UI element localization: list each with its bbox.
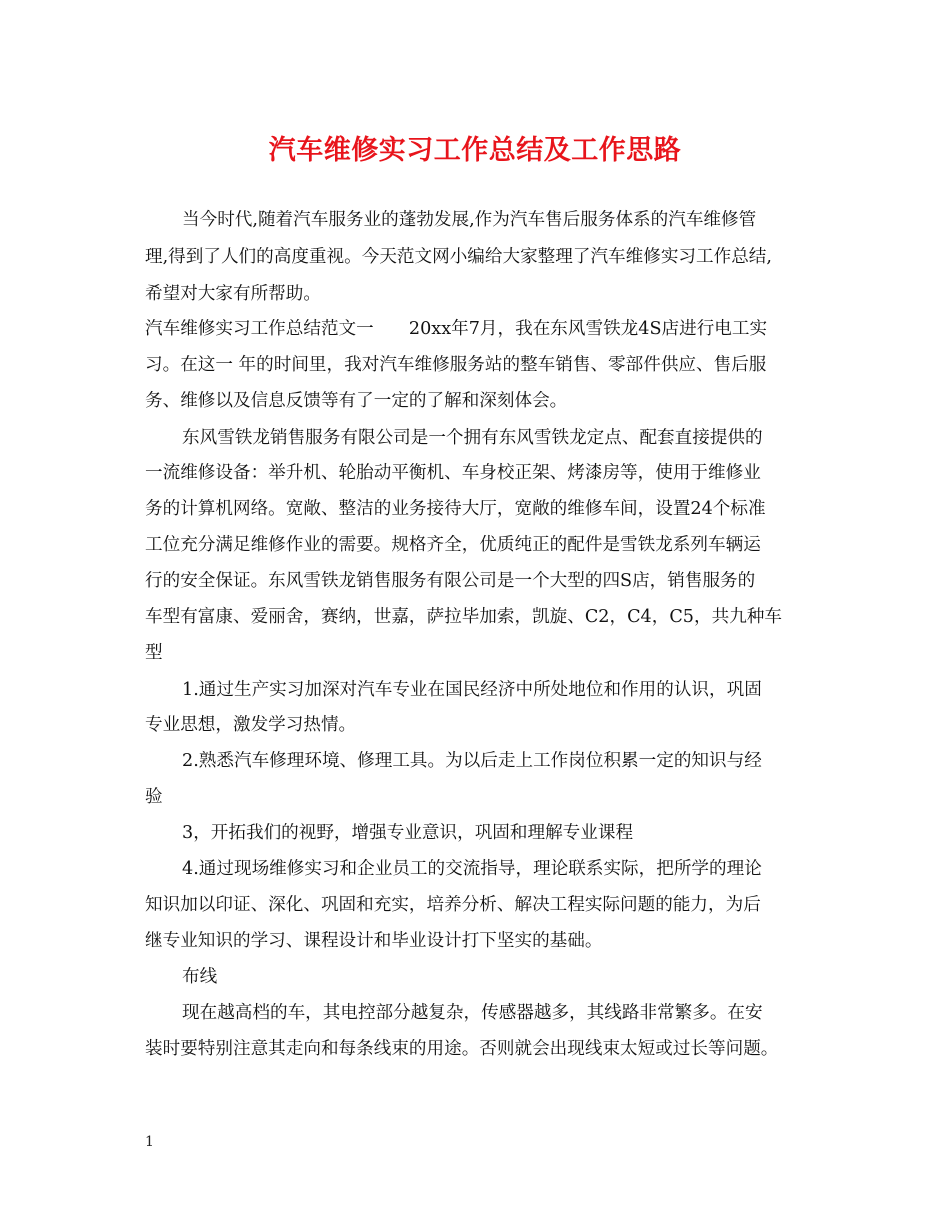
paragraph-line: 现在越高档的车，其电控部分越复杂，传感器越多，其线路非常繁多。在安 <box>182 1003 763 1023</box>
document-title: 汽车维修实习工作总结及工作思路 <box>268 135 682 166</box>
paragraph-line: 知识加以印证、深化、巩固和充实，培养分析、解决工程实际问题的能力，为后 <box>145 895 761 915</box>
page-number: 1 <box>145 1134 154 1150</box>
paragraph-line: 验 <box>145 787 163 807</box>
paragraph-line: 希望对大家有所帮助。 <box>145 284 321 304</box>
paragraph-line: 理,得到了人们的高度重视。今天范文网小编给大家整理了汽车维修实习工作总结, <box>145 247 772 267</box>
paragraph-line: 务的计算机网络。宽敞、整洁的业务接待大厅，宽敞的维修车间，设置24个标准 <box>145 499 766 519</box>
section-heading: 布线 <box>182 967 218 987</box>
paragraph-line: 东风雪铁龙销售服务有限公司是一个拥有东风雪铁龙定点、配套直接提供的 <box>182 428 763 448</box>
paragraph-line: 3，开拓我们的视野，增强专业意识，巩固和理解专业课程 <box>182 823 634 843</box>
paragraph-line: 工位充分满足维修作业的需要。规格齐全，优质纯正的配件是雪铁龙系列车辆运 <box>145 535 761 555</box>
paragraph-line: 行的安全保证。东风雪铁龙销售服务有限公司是一个大型的四S店，销售服务的 <box>145 571 756 591</box>
paragraph-line: 型 <box>145 643 163 663</box>
paragraph-line: 务、维修以及信息反馈等有了一定的了解和深刻体会。 <box>145 391 568 411</box>
paragraph-line: 一流维修设备：举升机、轮胎动平衡机、车身校正架、烤漆房等，使用于维修业 <box>145 463 761 483</box>
paragraph-line: 当今时代,随着汽车服务业的蓬勃发展,作为汽车售后服务体系的汽车维修管 <box>182 210 757 230</box>
paragraph-line: 1.通过生产实习加深对汽车专业在国民经济中所处地位和作用的认识，巩固 <box>182 680 762 700</box>
paragraph-line: 4.通过现场维修实习和企业员工的交流指导，理论联系实际，把所学的理论 <box>182 859 762 879</box>
paragraph-line: 习。在这一 年的时间里，我对汽车维修服务站的整车销售、零部件供应、售后服 <box>145 355 767 375</box>
paragraph-line: 专业思想，激发学习热情。 <box>145 715 357 735</box>
paragraph-line: 继专业知识的学习、课程设计和毕业设计打下坚实的基础。 <box>145 931 603 951</box>
paragraph-line: 汽车维修实习工作总结范文一 20xx年7月，我在东风雪铁龙4S店进行电工实 <box>145 319 768 339</box>
paragraph-line: 2.熟悉汽车修理环境、修理工具。为以后走上工作岗位积累一定的知识与经 <box>182 751 762 771</box>
paragraph-line: 车型有富康、爱丽舍，赛纳，世嘉，萨拉毕加索，凯旋、C2，C4，C5，共九种车 <box>145 607 782 627</box>
paragraph-line: 装时要特别注意其走向和每条线束的用途。否则就会出现线束太短或过长等问题。 <box>145 1039 779 1059</box>
